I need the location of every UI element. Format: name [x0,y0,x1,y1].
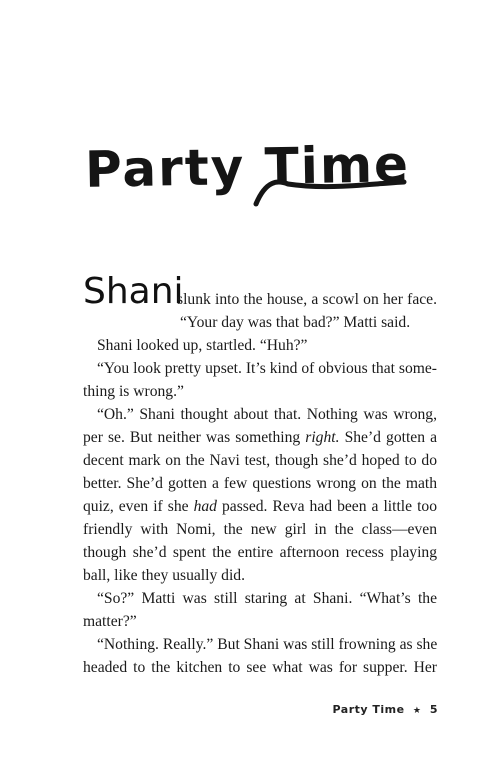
text-line: “So?” Matti was still staring at Shani. “What’s the [97,590,437,607]
text-line: friendly with Nomi, the new girl in the class—even [83,521,437,538]
text-line: matter?” [83,613,137,630]
text-line: ball, like they usually did. [83,567,245,584]
text-line: decent mark on the Navi test, though she’d hoped to do [83,452,437,469]
emphasis: had [193,498,217,515]
page-footer [333,703,439,716]
page-number: 5 [429,703,438,716]
star-separator-icon: ★ [412,706,422,716]
text-line: “You look pretty upset. It’s kind of obvious that some- [97,360,437,377]
running-title: Party Time [332,703,405,716]
text-line: “Nothing. Really.” But Shani was still frowning as she [97,636,438,653]
text-line: quiz, even if she had passed. Reva had been a little too [83,498,437,515]
emphasis: right. [305,429,340,446]
text-line: “Your day was that bad?” Matti said. [180,314,411,331]
text-line: thing is wrong.” [83,383,184,400]
text-line: “Oh.” Shani thought about that. Nothing was wrong, [97,406,437,423]
text-line: per se. But neither was something right. She’d gotten a [83,429,437,446]
drop-cap-word: Shani [83,271,184,312]
text-line: headed to the kitchen to see what was for supper. Her [83,659,437,676]
chapter-title: Party Time [84,134,411,199]
text-line: though she’d spent the entire afternoon recess playing [83,544,437,561]
title-underline-swoosh [248,172,408,212]
text-line: better. She’d gotten a few questions wrong on the math [83,475,437,492]
text-line: Shani looked up, startled. “Huh?” [97,337,308,354]
text-line: slunk into the house, a scowl on her face. [177,291,437,308]
